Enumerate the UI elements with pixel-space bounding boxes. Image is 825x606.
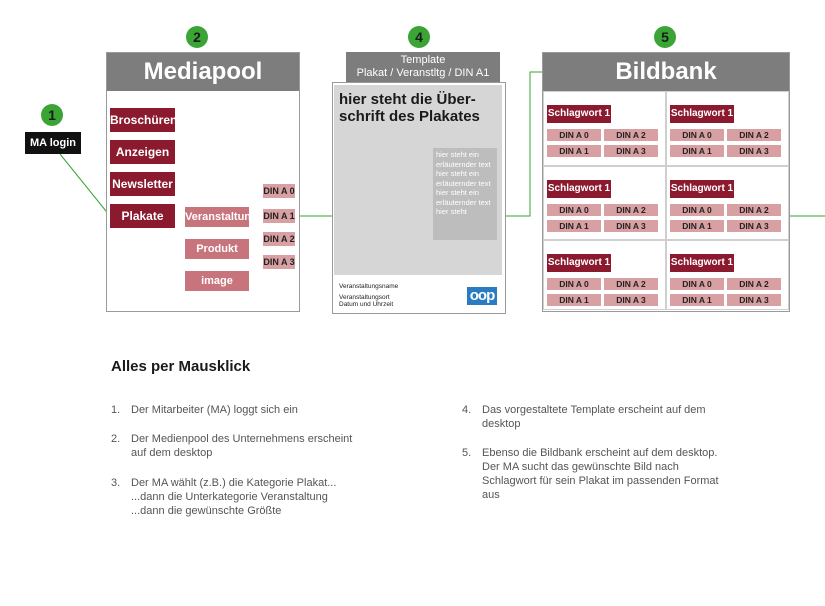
step-badge-2: 2 xyxy=(186,26,208,48)
keyword-button[interactable]: Schlagwort 1 xyxy=(547,180,611,198)
bildbank-size-button[interactable]: DIN A 1 xyxy=(670,145,724,157)
subcategory-image[interactable]: image xyxy=(185,271,249,291)
template-headline: hier steht die Über- schrift des Plakates xyxy=(339,91,480,125)
bildbank-size-button[interactable]: DIN A 0 xyxy=(670,129,724,141)
bildbank-size-button[interactable]: DIN A 3 xyxy=(604,294,658,306)
bildbank-size-button[interactable]: DIN A 0 xyxy=(547,278,601,290)
size-din-a3[interactable]: DIN A 3 xyxy=(263,257,295,267)
step-text: Der Medienpool des Unternehmens erscheint auf dem desktop xyxy=(131,433,353,459)
step-number: 1. xyxy=(111,404,121,416)
category-newsletter[interactable]: Newsletter xyxy=(110,172,175,196)
step-badge-5: 5 xyxy=(654,26,676,48)
bildbank-size-button[interactable]: DIN A 1 xyxy=(547,145,601,157)
bildbank-size-button[interactable]: DIN A 2 xyxy=(604,129,658,141)
step-text: Der MA wählt (z.B.) die Kategorie Plakat... ...dann die Unterkategorie Veranstaltung ...dann die gewünschte Größte xyxy=(131,477,337,517)
login-button[interactable]: MA login xyxy=(25,132,81,154)
bildbank-size-button[interactable]: DIN A 1 xyxy=(670,294,724,306)
step-badge-1: 1 xyxy=(41,104,63,126)
section-title: Alles per Mausklick xyxy=(111,358,251,375)
subcategory-produkt[interactable]: Produkt xyxy=(185,239,249,259)
bildbank-size-button[interactable]: DIN A 3 xyxy=(727,220,781,232)
bildbank-size-button[interactable]: DIN A 1 xyxy=(670,220,724,232)
bildbank-size-button[interactable]: DIN A 2 xyxy=(727,278,781,290)
template-header-line1: Template xyxy=(400,54,446,66)
connector-login-plakate xyxy=(60,154,110,216)
step-text: Das vorgestaltete Template erscheint auf dem desktop xyxy=(482,404,706,430)
bildbank-size-button[interactable]: DIN A 0 xyxy=(547,129,601,141)
size-din-a1[interactable]: DIN A 1 xyxy=(263,211,295,221)
size-din-a0[interactable]: DIN A 0 xyxy=(263,186,295,196)
bildbank-size-button[interactable]: DIN A 3 xyxy=(604,220,658,232)
category-plakate[interactable]: Plakate xyxy=(110,204,175,228)
step-number: 5. xyxy=(462,447,472,459)
step-number: 3. xyxy=(111,477,121,489)
bildbank-size-button[interactable]: DIN A 3 xyxy=(604,145,658,157)
bildbank-size-button[interactable]: DIN A 2 xyxy=(727,204,781,216)
keyword-button[interactable]: Schlagwort 1 xyxy=(547,105,611,123)
company-logo: oop xyxy=(467,287,497,305)
template-footer-name: Veranstaltungsname xyxy=(339,283,399,290)
mediapool-title: Mediapool xyxy=(107,53,299,91)
bildbank-size-button[interactable]: DIN A 3 xyxy=(727,145,781,157)
keyword-button[interactable]: Schlagwort 1 xyxy=(670,105,734,123)
step-number: 4. xyxy=(462,404,472,416)
template-footer-date: Datum und Uhrzeit xyxy=(339,301,394,308)
bildbank-size-button[interactable]: DIN A 2 xyxy=(604,204,658,216)
size-din-a2[interactable]: DIN A 2 xyxy=(263,234,295,244)
category-anzeigen[interactable]: Anzeigen xyxy=(110,140,175,164)
bildbank-size-button[interactable]: DIN A 0 xyxy=(670,278,724,290)
keyword-button[interactable]: Schlagwort 1 xyxy=(670,254,734,272)
bildbank-size-button[interactable]: DIN A 2 xyxy=(604,278,658,290)
template-note: hier steht ein erläuternder text hier steht ein erläuternder text hier steht ein erläuternder text hier steht xyxy=(433,148,497,240)
step-text: Ebenso die Bildbank erscheint auf dem desktop. Der MA sucht das gewünschte Bild nach Schlagwort für sein Plakat im passenden Format aus xyxy=(482,447,719,501)
template-header xyxy=(346,52,500,82)
connector-template-bildbank xyxy=(504,72,542,216)
category-broschueren[interactable]: Broschüren xyxy=(110,108,175,132)
bildbank-size-button[interactable]: DIN A 2 xyxy=(727,129,781,141)
keyword-button[interactable]: Schlagwort 1 xyxy=(670,180,734,198)
template-header-line2: Plakat / Veranstltg / DIN A1 xyxy=(356,67,490,79)
step-badge-4: 4 xyxy=(408,26,430,48)
bildbank-size-button[interactable]: DIN A 0 xyxy=(670,204,724,216)
bildbank-size-button[interactable]: DIN A 1 xyxy=(547,220,601,232)
bildbank-size-button[interactable]: DIN A 0 xyxy=(547,204,601,216)
bildbank-size-button[interactable]: DIN A 3 xyxy=(727,294,781,306)
bildbank-title: Bildbank xyxy=(543,53,789,91)
step-number: 2. xyxy=(111,433,121,445)
keyword-button[interactable]: Schlagwort 1 xyxy=(547,254,611,272)
step-text: Der Mitarbeiter (MA) loggt sich ein xyxy=(131,404,298,416)
subcategory-veranstaltung[interactable]: Veranstaltung xyxy=(185,207,249,227)
bildbank-size-button[interactable]: DIN A 1 xyxy=(547,294,601,306)
template-footer-place: Veranstaltungsort xyxy=(339,294,390,301)
